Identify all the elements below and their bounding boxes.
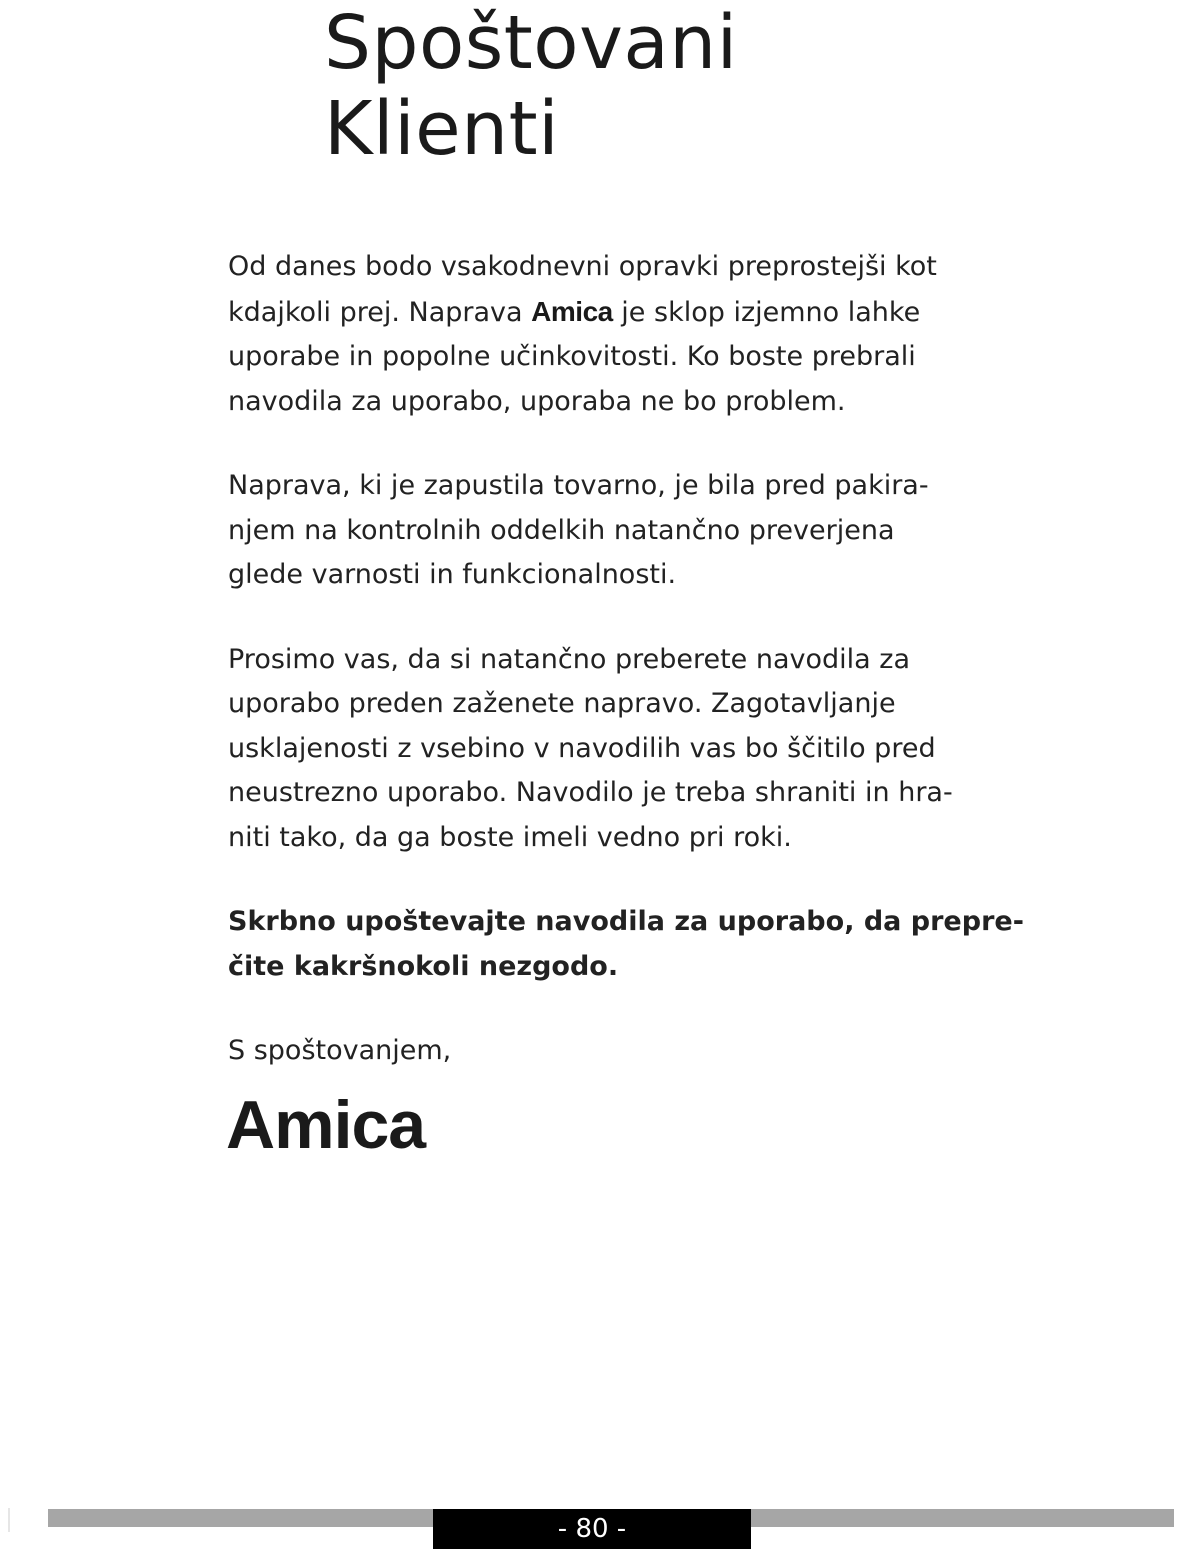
footer-edge-mark <box>8 1508 10 1532</box>
intro-paragraph <box>228 245 968 424</box>
intro-line-2-start: kdajkoli prej. Naprava <box>228 296 532 328</box>
warning-paragraph <box>228 900 1024 989</box>
warning-line-2: čite kakršnokoli nezgodo. <box>228 950 619 982</box>
instructions-line-2: uporabo preden zaženete napravo. Zagotavljanje <box>228 688 896 719</box>
intro-line-3: uporabe in popolne učinkovitosti. Ko boste prebrali <box>228 341 916 372</box>
quality-line-1: Naprava, ki je zapustila tovarno, je bila pred pakira- <box>228 470 929 501</box>
quality-line-2: njem na kontrolnih oddelkih natančno preverjena <box>228 514 895 546</box>
amica-signature-logo: Amica <box>226 1087 426 1163</box>
instructions-line-3: usklajenosti z vsebino v navodilih vas bo ščitilo pred <box>228 732 936 764</box>
instructions-line-4: neustrezno uporabo. Navodilo je treba shraniti in hra- <box>228 777 953 808</box>
letter-body <box>228 245 1024 1074</box>
amica-inline-logo: Amica <box>531 295 613 327</box>
intro-line-2 <box>228 290 968 336</box>
quality-paragraph <box>228 464 968 598</box>
page-title <box>324 0 738 172</box>
closing-salutation: S spoštovanjem, <box>228 1035 452 1066</box>
intro-line-4: navodila za uporabo, uporaba ne bo problem. <box>228 385 846 417</box>
title-line-2: Klienti <box>324 86 560 172</box>
warning-line-1: Skrbno upoštevajte navodila za uporabo, da prepre- <box>228 906 1024 937</box>
page-number: - 80 - <box>433 1509 751 1549</box>
title-line-1: Spoštovani <box>324 0 738 86</box>
intro-line-1: Od danes bodo vsakodnevni opravki preprostejši kot <box>228 251 937 282</box>
instructions-paragraph <box>228 638 968 861</box>
quality-line-3: glede varnosti in funkcionalnosti. <box>228 559 677 590</box>
instructions-line-5: niti tako, da ga boste imeli vedno pri roki. <box>228 821 792 853</box>
intro-line-2-end: je sklop izjemno lahke <box>612 296 921 328</box>
instructions-line-1: Prosimo vas, da si natančno preberete navodila za <box>228 643 910 675</box>
